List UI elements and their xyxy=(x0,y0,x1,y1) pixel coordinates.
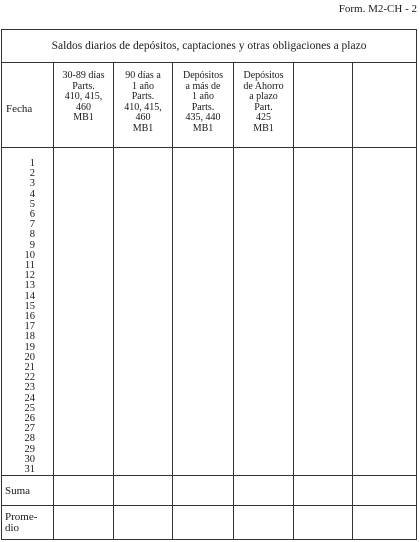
day-numbers xyxy=(2,159,35,475)
column-header-blank xyxy=(353,63,417,148)
day-number: 14 xyxy=(24,290,35,302)
day-number: 31 xyxy=(24,464,35,476)
promedio-label: Prome- dio xyxy=(2,506,54,540)
day-number: 12 xyxy=(24,270,35,282)
column-header-label: Depósitos de Ahorro a plazo Part. 425 MB1 xyxy=(243,70,284,134)
day-number: 30 xyxy=(24,453,35,465)
day-list xyxy=(2,148,54,476)
day-number: 7 xyxy=(29,219,35,231)
day-number: 4 xyxy=(29,188,35,200)
entry-cell-suma[interactable] xyxy=(54,476,114,506)
column-header-label: 90 días a 1 año Parts. 410, 415, 460 MB1 xyxy=(124,70,162,134)
entry-cell-suma[interactable] xyxy=(114,476,173,506)
entry-cell-promedio[interactable] xyxy=(353,506,417,540)
entry-cell-days[interactable] xyxy=(54,148,114,476)
entry-cell-days[interactable] xyxy=(114,148,173,476)
column-header xyxy=(173,63,234,148)
column-header-label: Depósitos a más de 1 año Parts. 435, 440 MB1 xyxy=(183,70,223,134)
day-number: 2 xyxy=(29,168,35,180)
day-number: 21 xyxy=(24,362,35,374)
day-number: 5 xyxy=(29,198,35,210)
day-number: 1 xyxy=(29,158,35,169)
entry-cell-days[interactable] xyxy=(294,148,353,476)
day-number: 18 xyxy=(24,331,35,343)
column-header-label: 30-89 días Parts. 410, 415, 460 MB1 xyxy=(62,70,105,123)
day-number: 3 xyxy=(29,178,35,190)
entry-cell-promedio[interactable] xyxy=(234,506,294,540)
entry-cell-suma[interactable] xyxy=(294,476,353,506)
day-number: 29 xyxy=(24,443,35,455)
column-header xyxy=(234,63,294,148)
entry-cell-promedio[interactable] xyxy=(114,506,173,540)
entry-cell-promedio[interactable] xyxy=(173,506,234,540)
entry-cell-promedio[interactable] xyxy=(294,506,353,540)
table-title: Saldos diarios de depósitos, captaciones y otras obligaciones a plazo xyxy=(2,30,417,63)
entry-cell-suma[interactable] xyxy=(234,476,294,506)
column-header-blank xyxy=(294,63,353,148)
entry-cell-promedio[interactable] xyxy=(54,506,114,540)
entry-cell-days[interactable] xyxy=(173,148,234,476)
day-number: 10 xyxy=(24,249,35,261)
day-number: 23 xyxy=(24,382,35,394)
day-number: 27 xyxy=(24,423,35,435)
entry-cell-days[interactable] xyxy=(353,148,417,476)
daily-balances-table xyxy=(1,29,417,540)
day-number: 28 xyxy=(24,433,35,445)
day-number: 9 xyxy=(29,239,35,251)
form-code: Form. M2-CH - 2 xyxy=(338,3,417,15)
day-number: 19 xyxy=(24,341,35,353)
column-header xyxy=(114,63,173,148)
fecha-header: Fecha xyxy=(2,63,54,148)
day-number: 24 xyxy=(24,392,35,404)
day-number: 26 xyxy=(24,413,35,425)
day-number: 20 xyxy=(24,351,35,363)
day-number: 11 xyxy=(24,260,35,272)
day-number: 25 xyxy=(24,402,35,414)
day-number: 15 xyxy=(24,300,35,312)
day-number: 13 xyxy=(24,280,35,292)
day-number: 16 xyxy=(24,311,35,323)
entry-cell-suma[interactable] xyxy=(353,476,417,506)
suma-label: Suma xyxy=(2,476,54,506)
day-number: 6 xyxy=(29,209,35,221)
day-number: 22 xyxy=(24,372,35,384)
day-number: 8 xyxy=(29,229,35,241)
entry-cell-suma[interactable] xyxy=(173,476,234,506)
day-number: 17 xyxy=(24,321,35,333)
column-header xyxy=(54,63,114,148)
entry-cell-days[interactable] xyxy=(234,148,294,476)
